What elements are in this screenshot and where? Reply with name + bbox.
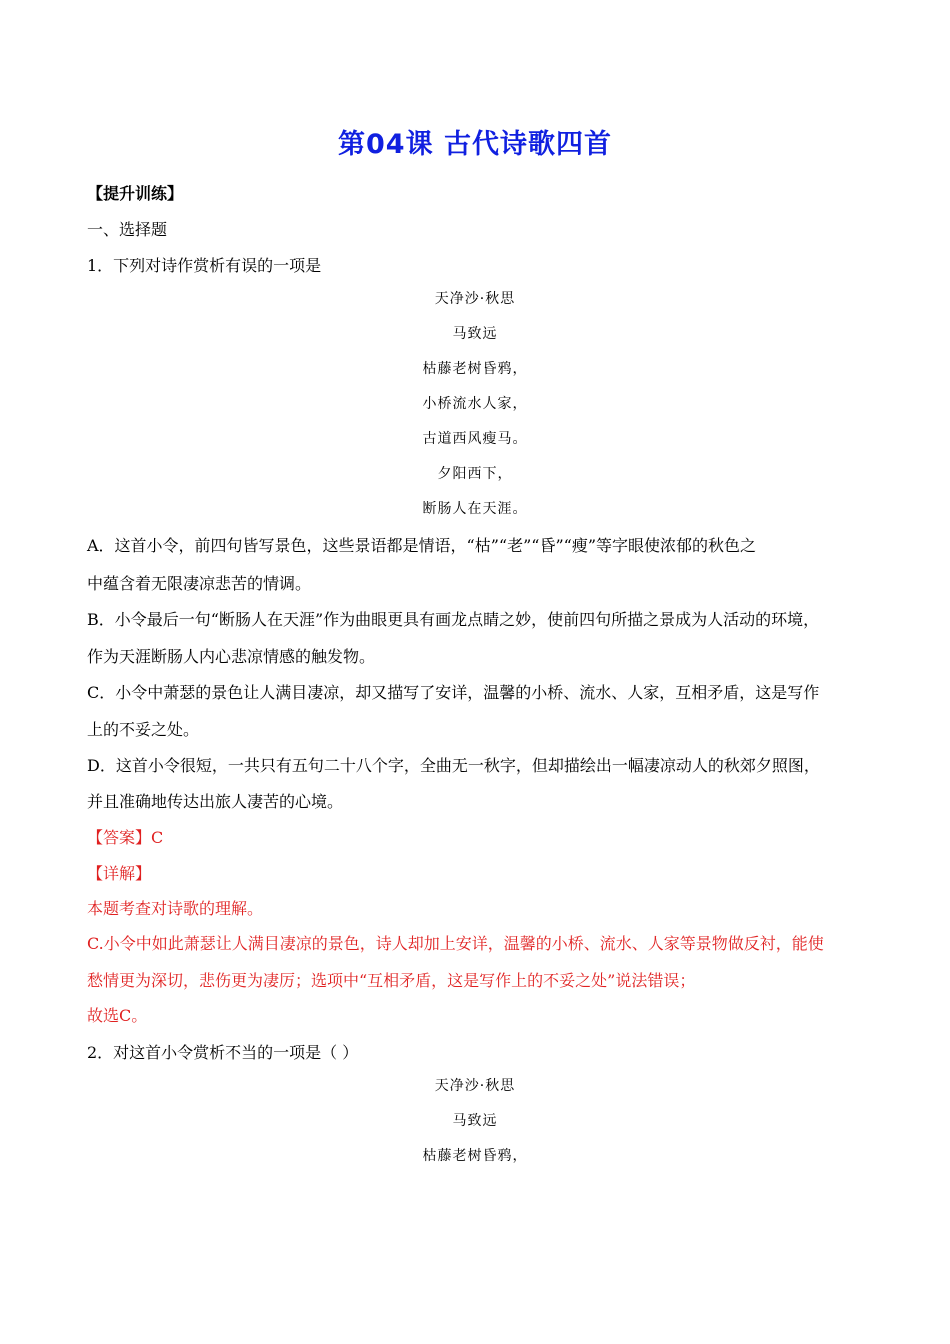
poem-author: 马致远 (452, 326, 498, 342)
answer: 【答案】C (87, 828, 164, 847)
option-d-line-1: D．这首小令很短，一共只有五句二十八个字，全曲无一秋字，但却描绘出一幅凄凉动人的秋郊夕照图， (87, 756, 820, 775)
explain-line: 故选C。 (87, 1006, 148, 1025)
explain-label: 【详解】 (87, 864, 152, 883)
poem-title: 天净沙·秋思 (434, 1078, 516, 1094)
poem-line: 枯藤老树昏鸦， (422, 361, 528, 377)
option-a-line-2: 中蕴含着无限凄凉悲苦的情调。 (87, 574, 312, 593)
poem-line: 断肠人在天涯。 (422, 501, 528, 517)
poem-title: 天净沙·秋思 (434, 291, 516, 307)
question-2-stem: 2．对这首小令赏析不当的一项是（ ） (87, 1043, 359, 1062)
lesson-title: 第04课 古代诗歌四首 (338, 129, 612, 160)
option-c-line-2: 上的不妥之处。 (87, 720, 200, 739)
poem-line: 古道西风瘦马。 (422, 431, 528, 447)
section-label: 【提升训练】 (87, 184, 184, 203)
explain-line: 本题考查对诗歌的理解。 (87, 899, 264, 918)
poem-author: 马致远 (452, 1113, 498, 1129)
option-b-line-1: B．小令最后一句“断肠人在天涯”作为曲眼更具有画龙点睛之妙，使前四句所描之景成为人活动的环境， (87, 610, 820, 629)
explain-line: 愁情更为深切，悲伤更为凄厉；选项中“互相矛盾，这是写作上的不妥之处”说法错误； (87, 971, 696, 990)
option-a-line-1: A．这首小令，前四句皆写景色，这些景语都是情语，“枯”“老”“昏”“瘦”等字眼使浓郁的秋色之 (87, 536, 756, 555)
option-c-line-1: C．小令中萧瑟的景色让人满目凄凉，却又描写了安详，温馨的小桥、流水、人家，互相矛盾，这是写作 (87, 683, 820, 702)
option-b-line-2: 作为天涯断肠人内心悲凉情感的触发物。 (87, 647, 376, 666)
explain-line: C.小令中如此萧瑟让人满目凄凉的景色，诗人却加上安详，温馨的小桥、流水、人家等景物做反衬，能使 (87, 934, 824, 953)
poem-line: 枯藤老树昏鸦， (422, 1148, 528, 1164)
part-heading: 一、选择题 (87, 220, 168, 239)
option-d-line-2: 并且准确地传达出旅人凄苦的心境。 (87, 792, 344, 811)
poem-line: 夕阳西下， (437, 466, 513, 482)
poem-line: 小桥流水人家， (422, 396, 528, 412)
question-1-stem: 1．下列对诗作赏析有误的一项是 (87, 256, 322, 275)
